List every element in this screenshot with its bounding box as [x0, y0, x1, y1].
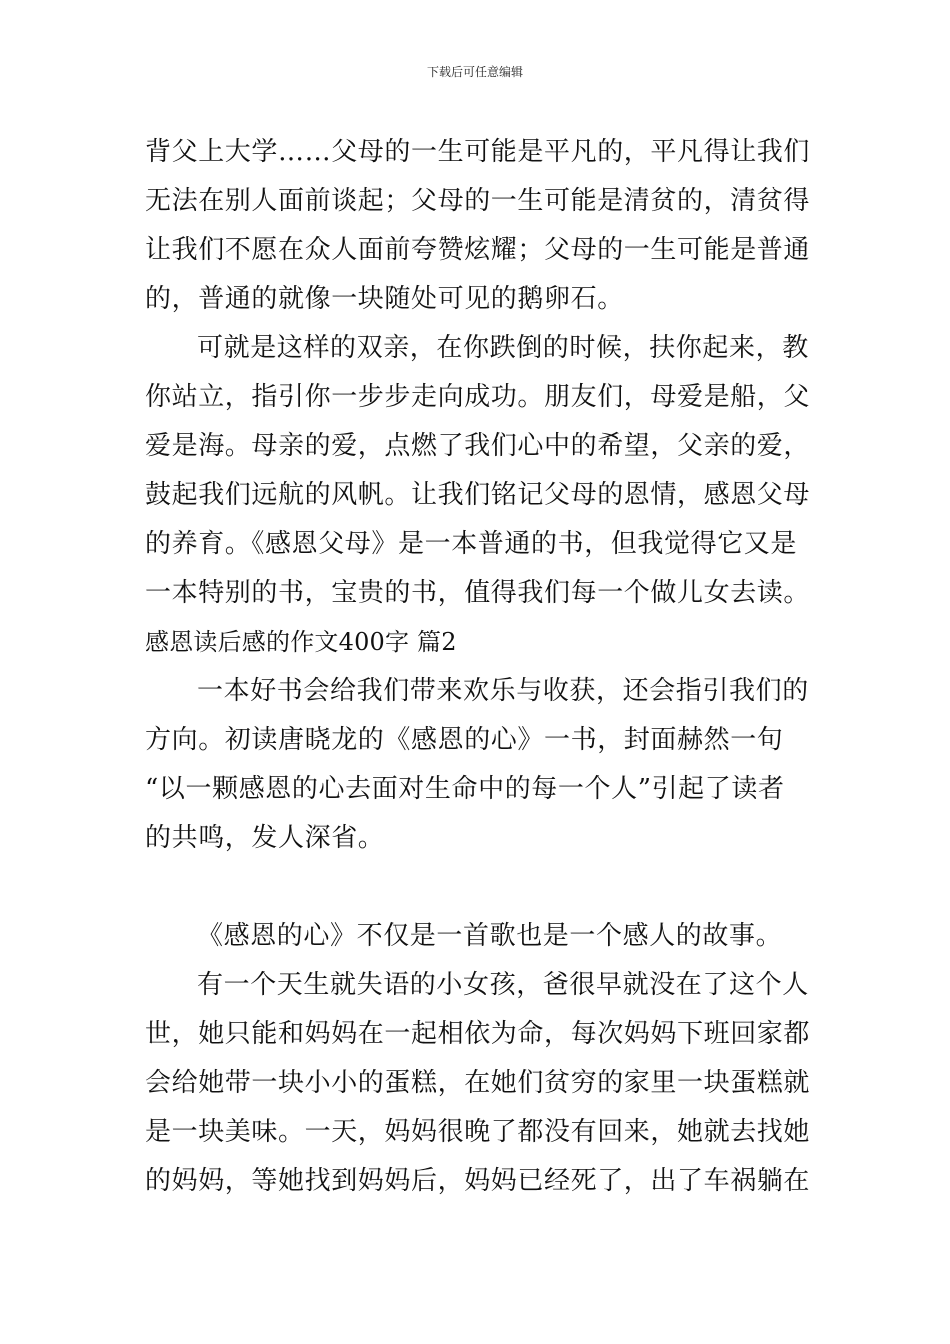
paragraph-3 [145, 667, 810, 863]
text-line: 的养育。《感恩父母》是一本普通的书，但我觉得它又是 [145, 529, 798, 559]
text-line: 可就是这样的双亲，在你跌倒的时候，扶你起来，教 [197, 333, 809, 363]
text-line: 一本好书会给我们带来欢乐与收获，还会指引我们的 [197, 676, 809, 706]
paragraph-4 [145, 912, 810, 961]
text-line: 会给她带一块小小的蛋糕，在她们贫穷的家里一块蛋糕就 [145, 1068, 811, 1098]
header-note: 下载后可任意编辑 [426, 65, 523, 79]
text-line: 《感恩的心》不仅是一首歌也是一个感人的故事。 [197, 921, 783, 951]
text-line: 无法在别人面前谈起；父母的一生可能是清贫的，清贫得 [145, 186, 811, 216]
text-line: 一本特别的书，宝贵的书，值得我们每一个做儿女去读。 [145, 578, 811, 608]
text-line: 的，普通的就像一块随处可见的鹅卵石。 [145, 284, 624, 314]
text-line: 让我们不愿在众人面前夸赞炫耀；父母的一生可能是普通 [145, 235, 811, 265]
section-heading: 感恩读后感的作文400字 篇2 [145, 628, 457, 656]
text-line: 爱是海。母亲的爱，点燃了我们心中的希望，父亲的爱， [145, 431, 811, 461]
text-line: 的共鸣，发人深省。 [145, 823, 385, 853]
text-line: 有一个天生就失语的小女孩，爸很早就没在了这个人 [197, 970, 809, 1000]
document-body [145, 128, 810, 1206]
text-line: 背父上大学……父母的一生可能是平凡的，平凡得让我们 [145, 137, 811, 167]
paragraph-2 [145, 324, 810, 618]
text-line: 的妈妈，等她找到妈妈后，妈妈已经死了，出了车祸躺在 [145, 1166, 811, 1196]
blank-line [145, 863, 810, 912]
text-line: 你站立，指引你一步步走向成功。朋友们，母爱是船，父 [145, 382, 811, 412]
text-line: 方向。初读唐晓龙的《感恩的心》一书，封面赫然一句 [145, 725, 784, 755]
paragraph-5 [145, 961, 810, 1206]
text-line: 鼓起我们远航的风帆。让我们铭记父母的恩情，感恩父母 [145, 480, 811, 510]
text-line: 是一块美味。一天，妈妈很晚了都没有回来，她就去找她 [145, 1117, 811, 1147]
text-line: 世，她只能和妈妈在一起相依为命，每次妈妈下班回家都 [145, 1019, 811, 1049]
paragraph-1 [145, 128, 810, 324]
text-line: “以一颗感恩的心去面对生命中的每一个人”引起了读者 [145, 774, 785, 804]
